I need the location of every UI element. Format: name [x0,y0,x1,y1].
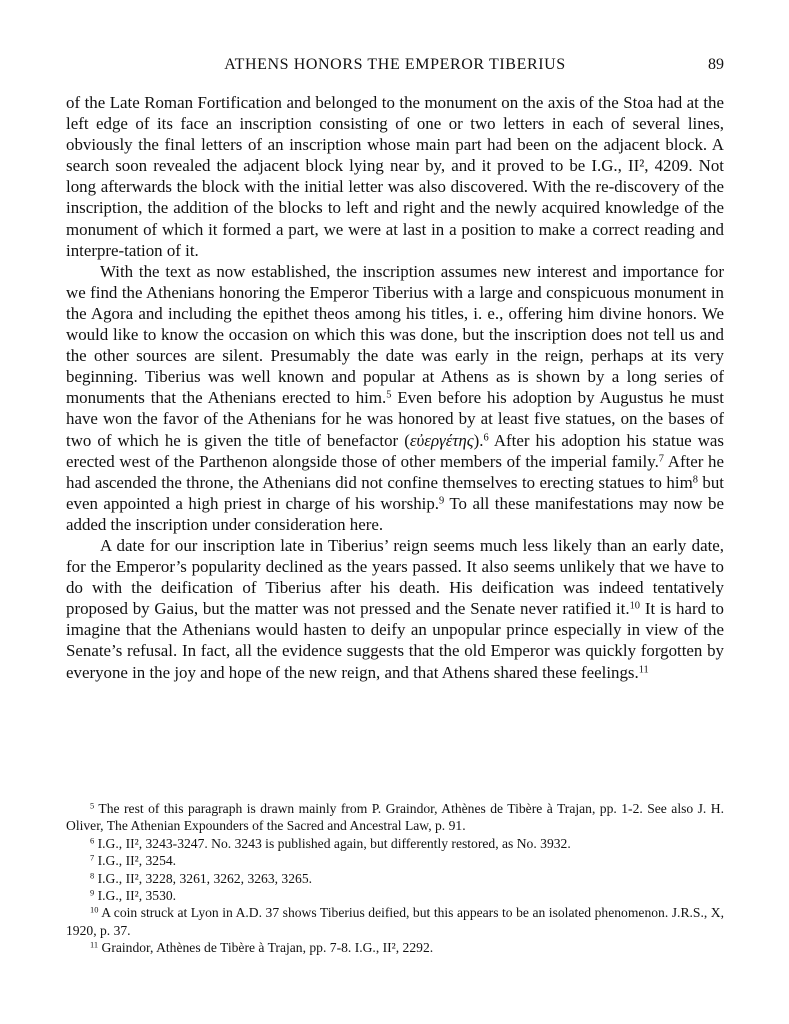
footnote-number: 6 [90,835,95,846]
running-head [66,56,724,78]
text-span: It is hard to imagine that the Athenians would hasten to deify an unpopular prince especially in view of the Senate’s refusal. In fact, all the evidence suggests that the old Emperor was quickly forgotten by everyone in the joy and hope of the new reign, and that Athens shared these feelings. [66,599,724,682]
text-span: After he had ascended the throne, the Athenians did not confine themselves to erecting statues to him [66,451,725,492]
text-span: A date for our inscription late in Tiberius’ reign seems much less likely than an early date, for the Emperor’s popularity declined as the years passed. It also seems unlikely that we have to do with the deification of Tiberius after his death. His deification was indeed tentatively proposed by Gaius, but the matter was not pressed and the Senate never ratified it. [66,535,724,619]
footnotes [66,800,724,957]
footnote-number: 9 [90,887,95,898]
footnote-7 [66,852,724,869]
footnote-text: Graindor, Athènes de Tibère à Trajan, pp. 7-8. I.G., II², 2292. [101,940,434,956]
text-span: With the text as now established, the inscription assumes new interest and importance for we find the Athenians honoring the Emperor Tiberius with a large and conspicuous monument in the Agora and including the epithet theos among his titles, i. e., offering him divine honors. We would like to know the occasion on which this was done, but the inscription does not tell us and the other sources are silent. Presumably the date was early in the reign, perhaps at its very beginning. Tiberius was well known and popular at Athens as is shown by a long series of monuments that the Athenians erected to him. [66,261,724,408]
paragraph-1: of the Late Roman Fortification and belonged to the monument on the axis of the Stoa had at the left edge of its face an inscription consisting of one or two letters in each of several lines, obviously the final letters of an inscription whose main part had been on the adjacent block. A search soon revealed the adjacent block lying near by, and it proved to be I.G., II², 4209. Not long afterwards the block with the initial letter was also discovered. With the re-discovery of the inscription, the addition of the blocks to left and right and the newly acquired knowledge of the monument of which it formed a part, we were at last in a position to make a correct reading and interpre-tation of it. [66,93,724,260]
page-number: 89 [708,56,724,73]
running-title: ATHENS HONORS THE EMPEROR TIBERIUS [224,56,566,73]
footnote-text: I.G., II², 3530. [97,888,177,904]
footnote-11 [66,939,724,956]
paragraph-2 [66,261,724,535]
footnote-text: The rest of this paragraph is drawn mainly from P. Graindor, Athènes de Tibère à Trajan, pp. 1-2. See also J. H. Oliver, The Athenian Expounders of the Sacred and Ancestral Law, p. 91. [66,801,724,834]
body-text [66,92,724,683]
paragraph-3 [66,535,724,683]
text-span: ). [473,430,484,450]
footnote-number: 7 [90,852,95,863]
text-span: After his adoption his statue was erected west of the Parthenon alongside those of other members of the imperial family. [66,430,724,471]
footnote-number: 5 [90,800,95,811]
footnote-5 [66,800,724,835]
footnote-ref-8[interactable]: 8 [692,473,698,485]
footnote-ref-10[interactable]: 10 [629,600,641,612]
footnote-ref-5[interactable]: 5 [386,389,392,401]
footnote-text: I.G., II², 3228, 3261, 3262, 3263, 3265. [97,870,313,886]
footnote-text: A coin struck at Lyon in A.D. 37 shows Tiberius deified, but this appears to be an isolated phenomenon. J.R.S., X, 1920, p. 37. [66,905,724,938]
footnote-6 [66,835,724,852]
greek-word: εὐεργέτης [409,430,474,450]
footnote-ref-9[interactable]: 9 [439,495,445,507]
footnote-text: I.G., II², 3254. [97,853,177,869]
footnote-number: 10 [90,904,99,915]
footnote-number: 8 [90,870,95,880]
footnote-ref-7[interactable]: 7 [658,452,665,464]
text-span: but even appointed a high priest in charge of his worship. [66,472,724,513]
text-span: Even before his adoption by Augustus he must have won the favor of the Athenians for he was honored by at least five statues, on the bases of two of which he is given the title of benefactor ( [66,388,724,450]
footnote-8 [66,870,724,887]
footnote-ref-11[interactable]: 11 [638,663,649,675]
footnote-9 [66,887,724,904]
footnote-text: I.G., II², 3243-3247. No. 3243 is published again, but differently restored, as No. 3932. [97,835,571,851]
text-span: To all these manifestations may now be added the inscription under consideration here. [66,493,725,534]
footnote-ref-6[interactable]: 6 [483,431,489,443]
footnote-10 [66,904,724,939]
footnote-number: 11 [90,939,99,950]
